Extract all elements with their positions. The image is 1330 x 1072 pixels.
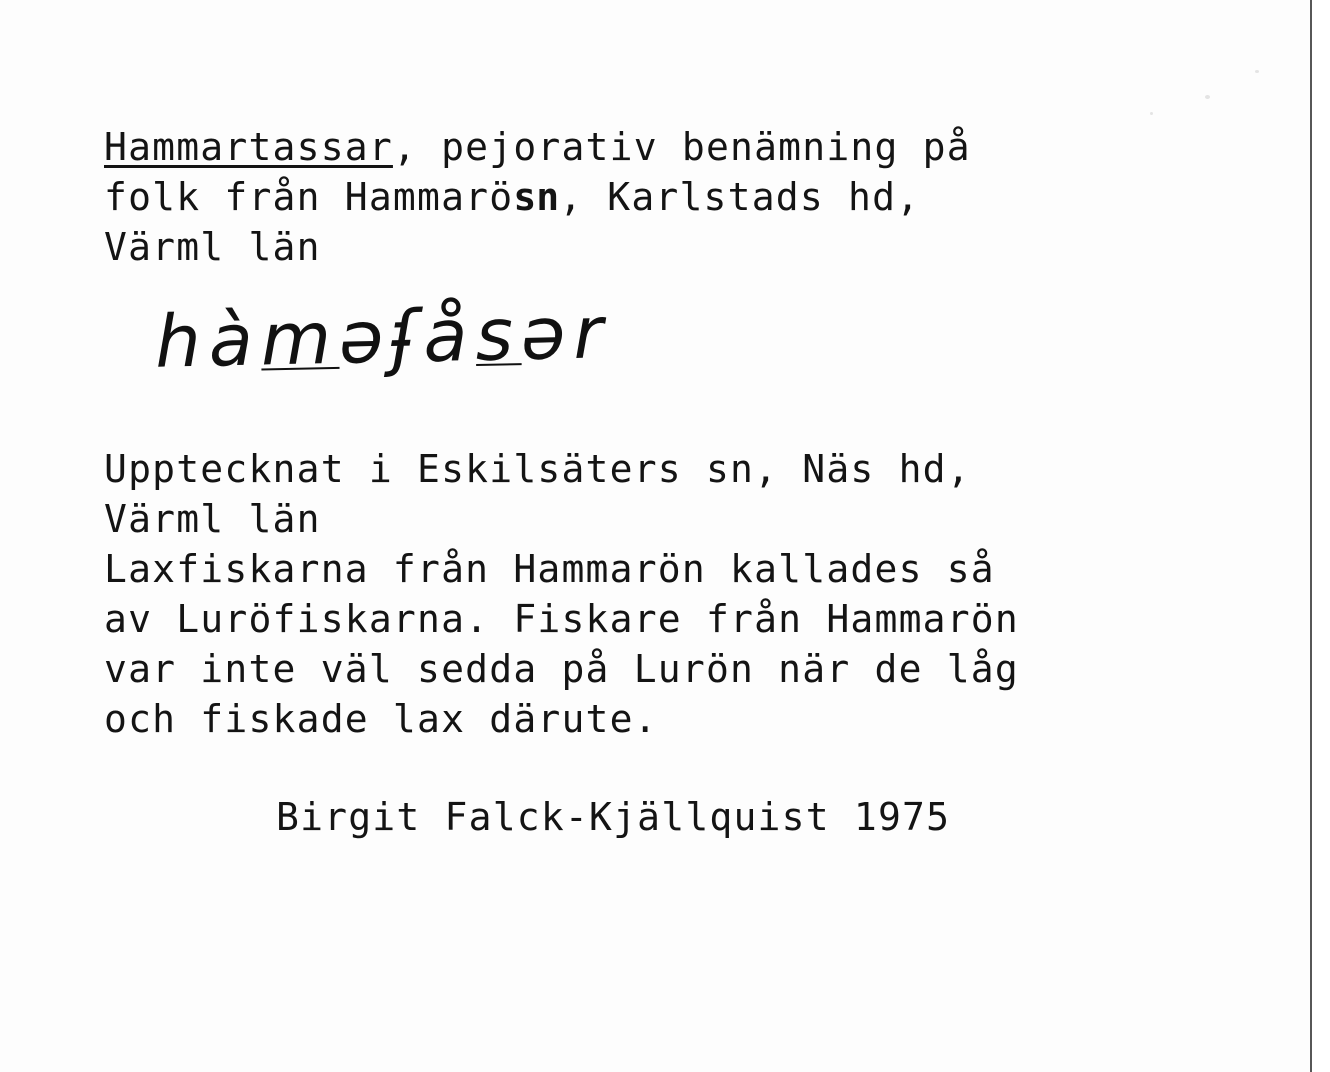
phonetic-part-4-underlined: s: [474, 292, 522, 378]
record-line-2: Värml län: [104, 497, 321, 541]
phonetic-part-5: ər: [520, 290, 612, 377]
phonetic-part-3: əʄå: [338, 293, 477, 380]
signature: Birgit Falck-Kjällquist 1975: [276, 795, 951, 839]
record-block: [104, 444, 1284, 744]
scan-speckle: [1255, 70, 1259, 73]
headword-line: [104, 122, 1244, 172]
record-line-6: och fiskade lax därute.: [104, 697, 658, 741]
headword-block: [104, 122, 1244, 272]
record-line-4: av Luröfiskarna. Fiskare från Hammarön: [104, 597, 1019, 641]
scan-margin: [1312, 0, 1330, 1072]
scan-speckle: [1205, 95, 1210, 99]
record-line-5: var inte väl sedda på Lurön när de låg: [104, 647, 1019, 691]
phonetic-part-1: hà: [154, 297, 262, 384]
definition-line-2: [104, 172, 1244, 222]
abbreviation-sn: sn: [513, 175, 560, 219]
record-line-3: Laxfiskarna från Hammarön kallades så: [104, 547, 995, 591]
definition-line-3: Värml län: [104, 225, 321, 269]
phonetic-transcription: [154, 287, 612, 387]
record-line-1: Upptecknat i Eskilsäters sn, Näs hd,: [104, 447, 971, 491]
definition-line-1: , pejorativ benämning på: [392, 125, 971, 169]
scan-speckle: [1150, 112, 1153, 115]
phonetic-part-2-underlined: m: [259, 295, 340, 382]
definition-line-2-part-b: , Karlstads hd,: [559, 175, 921, 219]
definition-line-2-part-a: folk från Hammarö: [104, 175, 514, 219]
headword: Hammartassar: [104, 125, 393, 169]
